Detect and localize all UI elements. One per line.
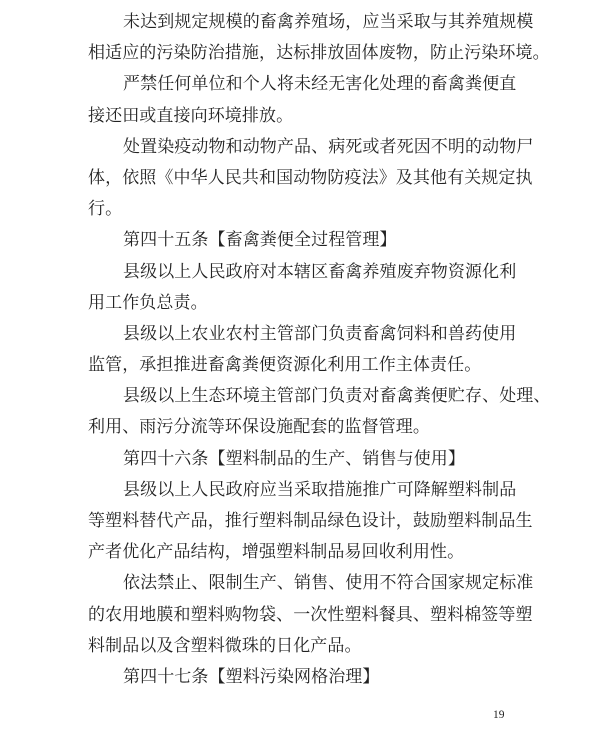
text-line: 产者优化产品结构，增强塑料制品易回收利用性。: [88, 542, 465, 562]
text-line: 料制品以及含塑料微珠的日化产品。: [88, 635, 362, 655]
text-line: 第四十五条【畜禽粪便全过程管理】: [123, 230, 397, 250]
document-body: [88, 6, 551, 692]
article-heading: [88, 443, 540, 474]
text-line: 第四十六条【塑料制品的生产、销售与使用】: [123, 448, 465, 468]
paragraph: [88, 318, 540, 380]
page-number: 19: [493, 709, 505, 721]
article-heading: [88, 661, 540, 692]
paragraph: [88, 68, 540, 130]
text-line: 县级以上人民政府应当采取措施推广可降解塑料制品: [123, 479, 517, 499]
paragraph: [88, 6, 550, 68]
paragraph: [88, 567, 540, 661]
text-line: 等塑料替代产品，推行塑料制品绿色设计，鼓励塑料制品生: [88, 511, 533, 530]
text-line: 行。: [88, 199, 123, 219]
paragraph: [88, 131, 540, 225]
text-line: 县级以上农业农村主管部门负责畜禽饲料和兽药使用: [123, 323, 517, 343]
paragraph: [88, 474, 540, 568]
text-line: 体，依照《中华人民共和国动物防疫法》及其他有关规定执: [88, 167, 533, 187]
text-line: 的农用地膜和塑料购物袋、一次性塑料餐具、塑料棉签等塑: [88, 604, 533, 624]
paragraph: [88, 256, 540, 318]
article-heading: [88, 224, 540, 255]
text-line: 未达到规定规模的畜禽养殖场，应当采取与其养殖规模: [123, 12, 534, 31]
text-line: 县级以上人民政府对本辖区畜禽养殖废弃物资源化利: [123, 261, 517, 281]
paragraph: [88, 380, 551, 442]
text-line: 接还田或直接向环境排放。: [88, 105, 294, 125]
text-line: 利用、雨污分流等环保设施配套的监督管理。: [88, 417, 430, 437]
text-line: 处置染疫动物和动物产品、病死或者死因不明的动物尸: [123, 136, 534, 156]
text-line: 依法禁止、限制生产、销售、使用不符合国家规定标准: [123, 573, 534, 593]
text-line: 第四十七条【塑料污染网格治理】: [123, 666, 380, 686]
text-line: 监管，承担推进畜禽粪便资源化利用工作主体责任。: [88, 355, 482, 375]
text-line: 县级以上生态环境主管部门负责对畜禽粪便贮存、处理、: [123, 386, 551, 406]
text-line: 用工作负总责。: [88, 292, 208, 312]
text-line: 相适应的污染防治措施，达标排放固体废物，防止污染环境。: [88, 43, 550, 63]
text-line: 严禁任何单位和个人将未经无害化处理的畜禽粪便直: [123, 74, 517, 94]
